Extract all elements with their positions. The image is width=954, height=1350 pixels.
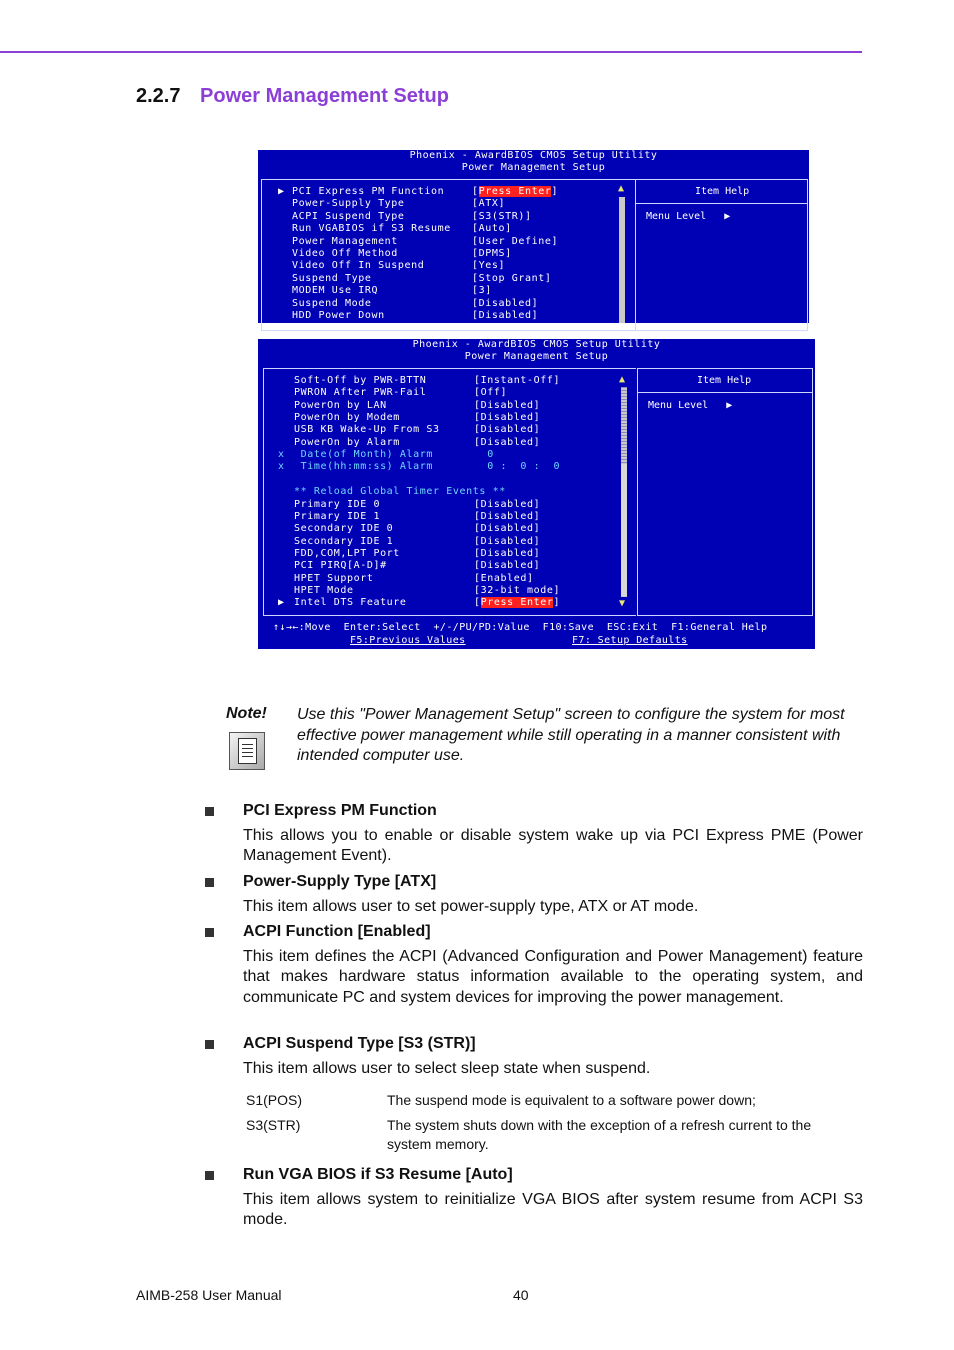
setting-value[interactable]: [Press Enter] (472, 186, 559, 197)
bios-screen-1 (258, 150, 809, 323)
setting-label[interactable]: HPET Support (294, 572, 374, 584)
setting-value[interactable]: [Disabled] (474, 535, 541, 547)
help-divider (636, 203, 807, 204)
setting-label[interactable]: Suspend Type (292, 272, 372, 284)
item-acpi-function (205, 922, 863, 1008)
setting-value[interactable]: [Enabled] (474, 572, 534, 584)
setting-label[interactable]: ACPI Suspend Type (292, 210, 405, 222)
table-key: S1(POS) (246, 1092, 303, 1108)
item-description: This item allows system to reinitialize VGA BIOS after system resume from ACPI S3 mode. (243, 1190, 863, 1228)
setting-label[interactable]: USB KB Wake-Up From S3 (294, 424, 440, 436)
setting-label[interactable]: Intel DTS Feature (294, 597, 407, 609)
bios-key-legend: ↑↓→←:Move Enter:Select +/-/PU/PD:Value F10:Save ESC:Exit F1:General Help (273, 622, 768, 633)
setting-value[interactable]: [S3(STR)] (472, 210, 532, 222)
setting-value[interactable]: 0 : 0 : 0 (474, 461, 561, 473)
note-label: Note! (226, 705, 267, 722)
setting-label[interactable]: Primary IDE 0 (294, 498, 381, 510)
disabled-marker-icon: x (278, 461, 285, 473)
section-title: Power Management Setup (200, 85, 449, 107)
item-title: Power-Supply Type [ATX] (243, 873, 437, 890)
f7-setup-defaults: F7: Setup Defaults (572, 635, 688, 646)
scrollbar-thumb[interactable] (621, 464, 627, 596)
item-title: PCI Express PM Function (243, 802, 437, 819)
setting-label[interactable]: PowerOn by LAN (294, 399, 387, 411)
setting-label: ** Reload Global Timer Events ** (294, 486, 506, 498)
item-title: ACPI Suspend Type [S3 (STR)] (243, 1035, 476, 1052)
setting-value[interactable]: [Disabled] (474, 424, 541, 436)
bullet-icon (205, 807, 214, 816)
note-text: Use this "Power Management Setup" screen to configure the system for most effective power management while still operating in a manner consistent with intended computer use. (297, 706, 845, 764)
setting-value[interactable]: [Yes] (472, 260, 506, 272)
bios-help-frame (635, 179, 808, 331)
disabled-marker-icon: x (278, 449, 285, 461)
setting-value[interactable]: [ATX] (472, 198, 506, 210)
setting-label[interactable]: Run VGABIOS if S3 Resume (292, 223, 451, 235)
setting-label[interactable]: PowerOn by Alarm (294, 436, 400, 448)
selected-highlight[interactable]: Press Enter (480, 597, 554, 609)
item-power-supply-type (205, 872, 863, 917)
item-title: ACPI Function [Enabled] (243, 923, 431, 940)
setting-value[interactable]: [DPMS] (472, 248, 512, 259)
bios-screen-2 (258, 339, 815, 649)
scroll-down-arrow: ▼ (619, 598, 626, 609)
scroll-up-arrow: ▲ (619, 374, 626, 385)
item-description: This item allows user to set power-supply type, ATX or AT mode. (243, 897, 699, 915)
setting-label[interactable]: Power Management (292, 235, 398, 247)
item-run-vga-bios (205, 1165, 863, 1231)
setting-value[interactable]: [Instant-Off] (474, 375, 561, 386)
setting-value[interactable]: [Auto] (472, 223, 512, 235)
page-number: 40 (513, 1287, 529, 1303)
top-rule (0, 51, 862, 53)
setting-value[interactable]: [Disabled] (474, 547, 541, 559)
setting-value[interactable]: [32-bit mode] (474, 584, 561, 596)
setting-value[interactable]: [Disabled] (472, 297, 539, 309)
setting-value[interactable]: [Disabled] (474, 399, 541, 411)
bullet-icon (205, 928, 214, 937)
help-divider (638, 392, 812, 393)
submenu-arrow-icon: ▶ (278, 597, 285, 609)
item-acpi-suspend-type (205, 1034, 863, 1079)
section-heading (136, 85, 449, 108)
table-key: S3(STR) (246, 1117, 301, 1133)
item-title: Run VGA BIOS if S3 Resume [Auto] (243, 1166, 513, 1183)
setting-value[interactable]: [Disabled] (474, 436, 541, 448)
setting-label[interactable]: Primary IDE 1 (294, 510, 381, 522)
setting-label[interactable]: HPET Mode (294, 584, 354, 596)
bios-header-2: Power Management Setup (464, 351, 609, 362)
bios-header-1: Phoenix - AwardBIOS CMOS Setup Utility (409, 150, 658, 161)
bios-header-1: Phoenix - AwardBIOS CMOS Setup Utility (412, 339, 661, 350)
bullet-icon (205, 1040, 214, 1049)
menu-level: Menu Level ▶ (646, 211, 731, 222)
setting-value[interactable]: 0 (474, 449, 494, 461)
setting-label[interactable]: MODEM Use IRQ (292, 285, 379, 297)
f5-previous-values: F5:Previous Values (350, 635, 466, 646)
setting-label[interactable]: Soft-Off by PWR-BTTN (294, 375, 427, 386)
setting-label[interactable]: Secondary IDE 1 (294, 535, 394, 547)
setting-value[interactable]: [Disabled] (474, 412, 541, 424)
setting-value[interactable]: [Press Enter] (474, 597, 561, 609)
item-description: This item defines the ACPI (Advanced Configuration and Power Management) feature that makes hardware status information available to the operating system, and communicate PC and system devices for improving the power management. (243, 947, 863, 1006)
setting-label[interactable]: PowerOn by Modem (294, 412, 400, 424)
setting-value[interactable]: [Disabled] (472, 310, 539, 321)
setting-value[interactable]: [Off] (474, 387, 508, 399)
setting-value[interactable]: [3] (472, 285, 492, 297)
setting-label[interactable]: Time(hh:mm:ss) Alarm (294, 461, 434, 473)
item-help-title: Item Help (697, 375, 752, 386)
setting-label[interactable]: PWRON After PWR-Fail (294, 387, 427, 399)
setting-label[interactable]: PCI PIRQ[A-D]# (294, 560, 387, 572)
setting-label[interactable]: Date(of Month) Alarm (294, 449, 434, 461)
item-description: This allows you to enable or disable system wake up via PCI Express PME (Power Management Event). (243, 826, 863, 864)
setting-value[interactable]: [User Define] (472, 235, 559, 247)
bios-header-2: Power Management Setup (461, 162, 606, 173)
setting-label[interactable]: Video Off In Suspend (292, 260, 425, 272)
item-pci-express-pm (205, 801, 863, 867)
setting-label[interactable]: Secondary IDE 0 (294, 523, 394, 535)
setting-label[interactable]: HDD Power Down (292, 310, 385, 321)
setting-value[interactable]: [Disabled] (474, 510, 541, 522)
setting-label[interactable]: FDD,COM,LPT Port (294, 547, 400, 559)
section-number: 2.2.7 (136, 85, 181, 107)
table-value: The system shuts down with the exception of a refresh current to the system memory. (387, 1117, 812, 1152)
item-description: This item allows user to select sleep state when suspend. (243, 1059, 651, 1077)
setting-value[interactable]: [Disabled] (474, 498, 541, 510)
table-value: The suspend mode is equivalent to a software power down; (387, 1092, 756, 1108)
scroll-up-arrow: ▲ (618, 183, 625, 194)
setting-label[interactable]: Suspend Mode (292, 297, 372, 309)
note-icon (229, 732, 265, 770)
item-help-title: Item Help (695, 186, 750, 197)
bullet-icon (205, 1171, 214, 1180)
setting-label[interactable]: Power-Supply Type (292, 198, 405, 210)
menu-level: Menu Level ▶ (648, 400, 733, 411)
setting-value[interactable]: [Disabled] (474, 560, 541, 572)
setting-value[interactable]: [Stop Grant] (472, 272, 552, 284)
selected-highlight[interactable]: Press Enter (478, 186, 552, 197)
setting-label[interactable]: PCI Express PM Function (292, 186, 445, 197)
manual-name: AIMB-258 User Manual (136, 1287, 282, 1303)
bullet-icon (205, 878, 214, 887)
submenu-arrow-icon: ▶ (278, 186, 285, 197)
scrollbar[interactable] (619, 197, 625, 323)
setting-value[interactable]: [Disabled] (474, 523, 541, 535)
setting-label[interactable]: Video Off Method (292, 248, 398, 259)
